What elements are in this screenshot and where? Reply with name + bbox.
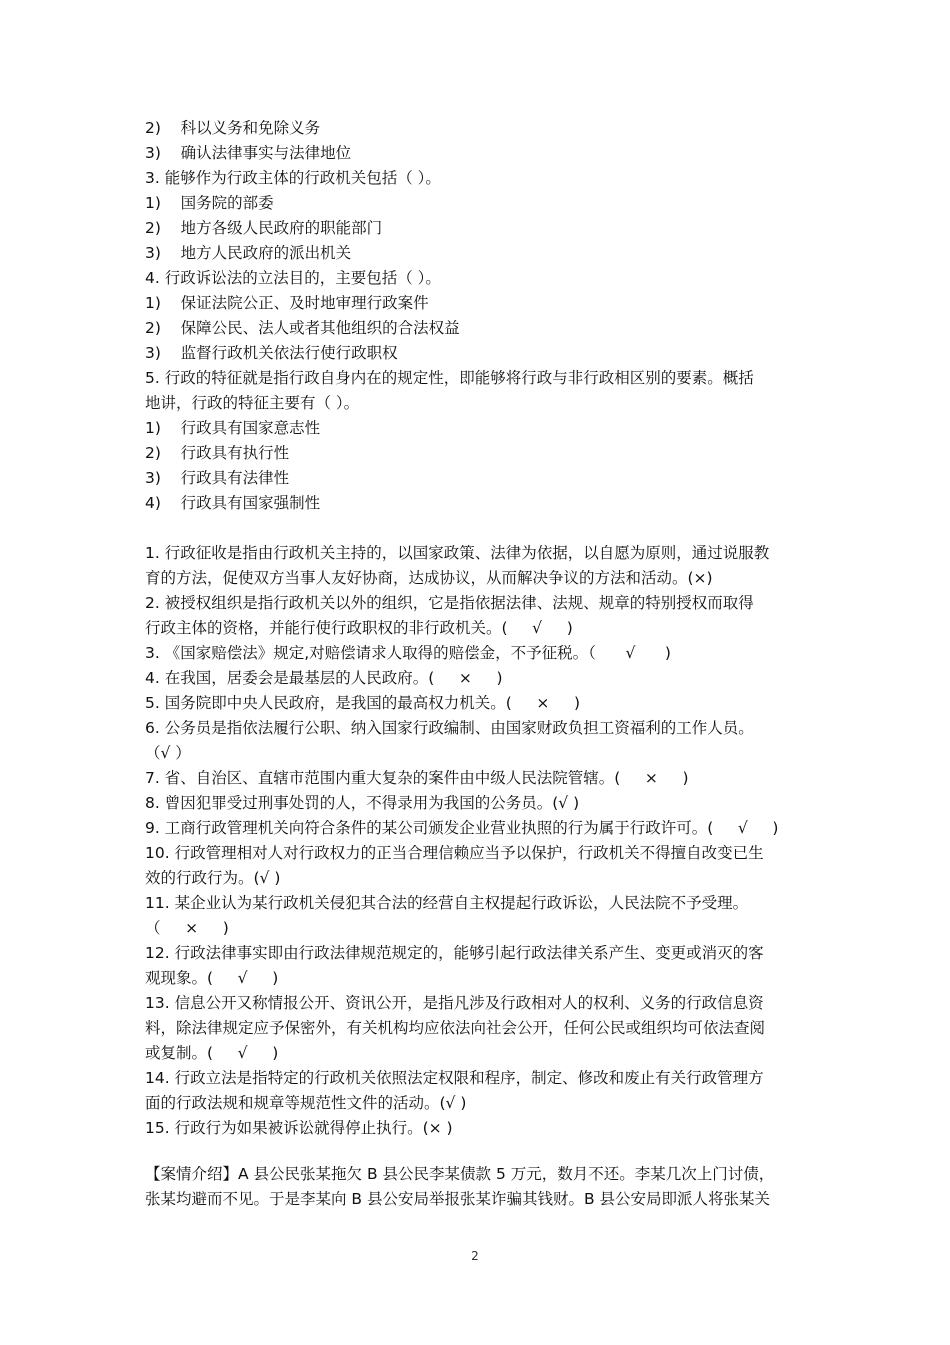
text-line: （ × ) [145,919,229,937]
case-intro-block [145,1162,815,1212]
text-line: 8. 曾因犯罪受过刑事处罚的人，不得录用为我国的公务员。(√ ) [145,794,580,812]
text-line: 效的行政行为。(√ ) [145,869,281,887]
text-line: 3) 地方人民政府的派出机关 [145,244,352,262]
text-line: 2) 科以义务和免除义务 [145,119,321,137]
text-line: 料，除法律规定应予保密外，有关机构均应依法向社会公开，任何公民或组织均可依法查阅 [145,1019,766,1037]
text-line: 行政主体的资格，并能行使行政职权的非行政机关。( √ ) [145,619,573,637]
text-line: 2) 保障公民、法人或者其他组织的合法权益 [145,319,460,337]
text-line: （√ ） [145,744,191,762]
text-line: 面的行政法规和规章等规范性文件的活动。(√ ) [145,1094,467,1112]
text-line: 1) 保证法院公正、及时地审理行政案件 [145,294,429,312]
text-line: 3) 行政具有法律性 [145,469,290,487]
text-line: 2. 被授权组织是指行政机关以外的组织，它是指依据法律、法规、规章的特别授权而取得 [145,594,754,612]
text-line: 【案情介绍】A 县公民张某拖欠 B 县公民李某债款 5 万元，数月不还。李某几次上门讨债， [145,1165,775,1183]
text-line: 2) 行政具有执行性 [145,444,290,462]
true-false-block [145,541,815,1141]
multiple-choice-block [145,116,815,516]
text-line: 或复制。( √ ) [145,1044,279,1062]
text-line: 5. 国务院即中央人民政府，是我国的最高权力机关。( × ) [145,694,581,712]
text-line: 4) 行政具有国家强制性 [145,494,321,512]
text-line: 6. 公务员是指依法履行公职、纳入国家行政编制、由国家财政负担工资福利的工作人员。 [145,719,754,737]
text-line: 1) 行政具有国家意志性 [145,419,321,437]
text-line: 9. 工商行政管理机关向符合条件的某公司颁发企业营业执照的行为属于行政许可。( √ ) [145,819,779,837]
text-line: 11. 某企业认为某行政机关侵犯其合法的经营自主权提起行政诉讼，人民法院不予受理。 [145,894,749,912]
text-line: 12. 行政法律事实即由行政法律规范规定的，能够引起行政法律关系产生、变更或消灭的客 [145,944,764,962]
text-line: 3) 确认法律事实与法律地位 [145,144,352,162]
text-line: 育的方法，促使双方当事人友好协商，达成协议，从而解决争议的方法和活动。(×) [145,569,713,587]
text-line: 13. 信息公开又称情报公开、资讯公开，是指凡涉及行政相对人的权利、义务的行政信息资 [145,994,764,1012]
text-line: 15. 行政行为如果被诉讼就得停止执行。(× ) [145,1119,453,1137]
text-line: 3. 《国家赔偿法》规定,对赔偿请求人取得的赔偿金，不予征税。（ √ ) [145,644,671,662]
text-line: 1. 行政征收是指由行政机关主持的，以国家政策、法律为依据，以自愿为原则，通过说服教 [145,544,770,562]
text-line: 4. 行政诉讼法的立法目的，主要包括（ ）。 [145,269,441,287]
text-line: 5. 行政的特征就是指行政自身内在的规定性，即能够将行政与非行政相区别的要素。概括 [145,369,754,387]
text-line: 14. 行政立法是指特定的行政机关依照法定权限和程序，制定、修改和废止有关行政管理方 [145,1069,764,1087]
paragraph-gap [145,1141,815,1162]
text-line: 4. 在我国，居委会是最基层的人民政府。( × ) [145,669,503,687]
text-line: 3. 能够作为行政主体的行政机关包括（ ）。 [145,169,441,187]
text-line: 10. 行政管理相对人对行政权力的正当合理信赖应当予以保护，行政机关不得擅自改变已生 [145,844,764,862]
page-number: 2 [471,1249,479,1263]
paragraph-gap [145,516,815,541]
text-line: 地讲，行政的特征主要有（ ）。 [145,394,360,412]
text-line: 张某均避而不见。于是李某向 B 县公安局举报张某诈骗其钱财。B 县公安局即派人将张某关 [145,1190,771,1208]
page-content [145,116,815,1212]
text-line: 3) 监督行政机关依法行使行政职权 [145,344,398,362]
text-line: 7. 省、自治区、直辖市范围内重大复杂的案件由中级人民法院管辖。( × ) [145,769,689,787]
text-line: 2) 地方各级人民政府的职能部门 [145,219,383,237]
text-line: 1) 国务院的部委 [145,194,274,212]
text-line: 观现象。( √ ) [145,969,279,987]
